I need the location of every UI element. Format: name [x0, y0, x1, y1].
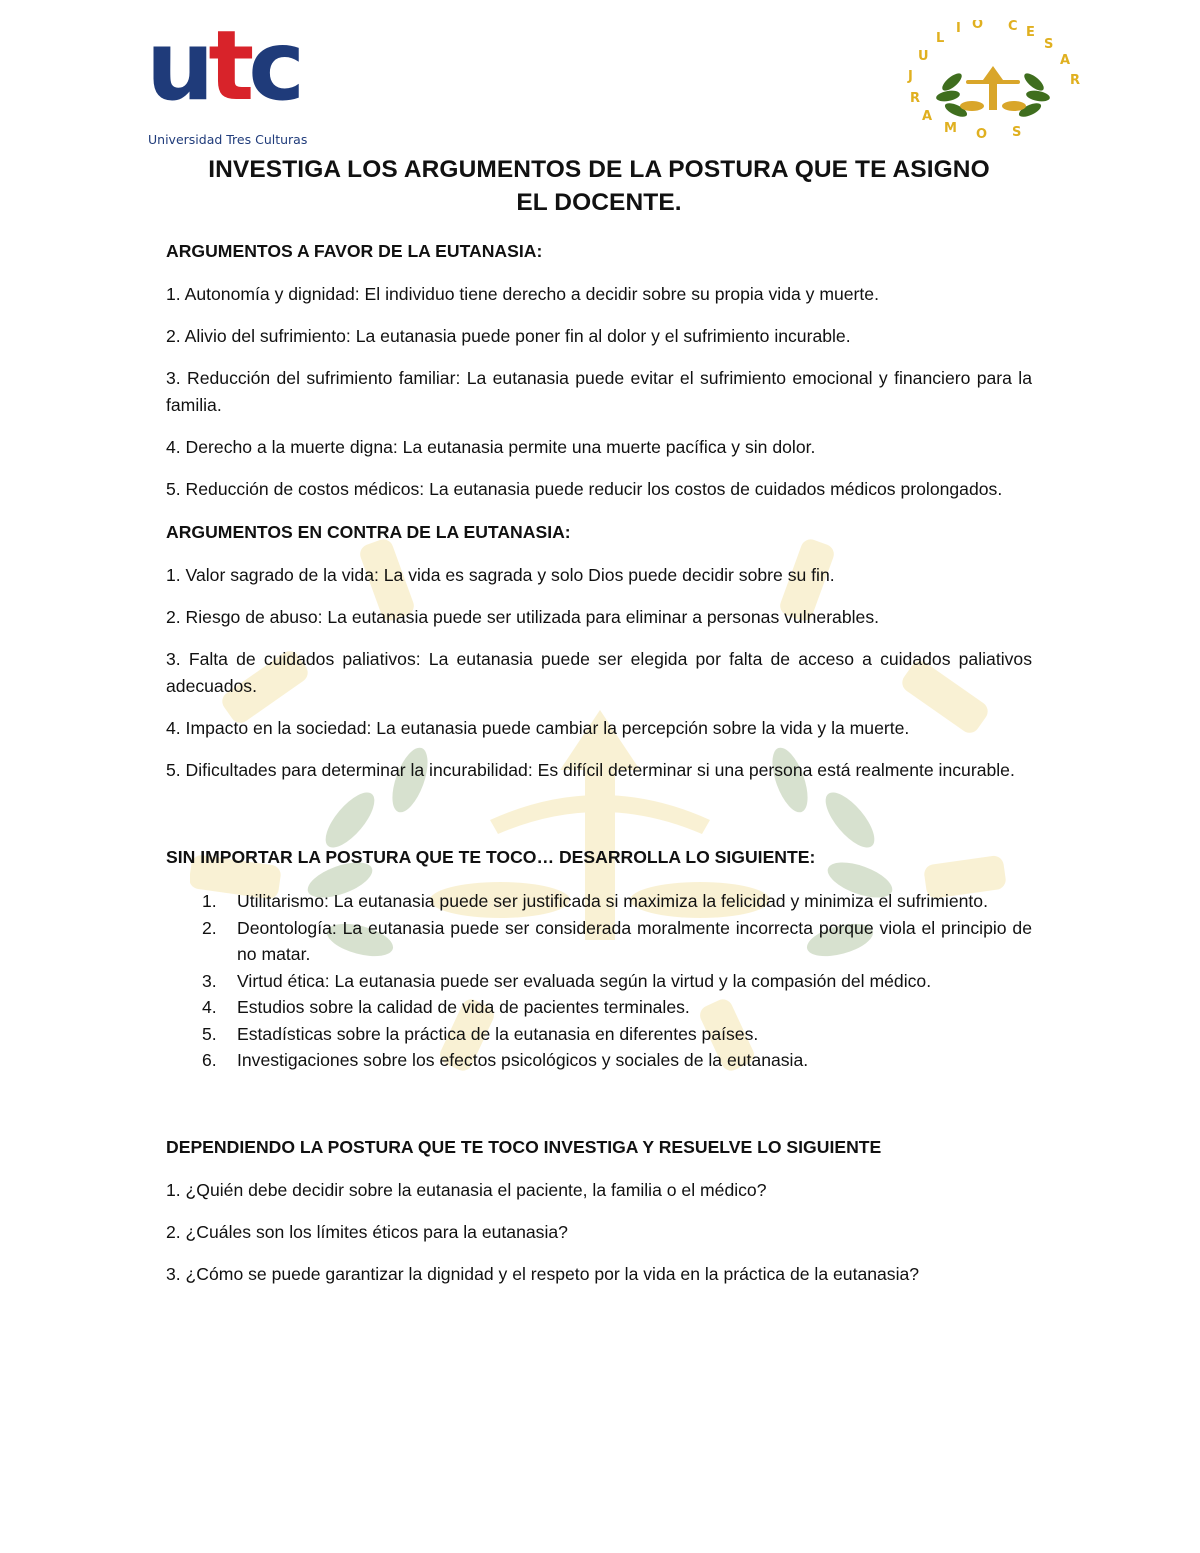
contra-item: 1. Valor sagrado de la vida: La vida es sagrada y solo Dios puede decidir sobre su fin. — [166, 565, 835, 585]
document-body — [166, 150, 1032, 1288]
svg-text:O: O — [972, 20, 984, 32]
favor-item: 2. Alivio del sufrimiento: La eutanasia puede poner fin al dolor y el sufrimiento incurable. — [166, 326, 851, 346]
svg-text:J: J — [908, 69, 913, 84]
svg-text:R: R — [910, 91, 921, 106]
favor-heading: ARGUMENTOS A FAVOR DE LA EUTANASIA: — [166, 241, 543, 261]
list-item — [166, 915, 1032, 968]
list-item-text: Virtud ética: La eutanasia puede ser evaluada según la virtud y la compasión del médico. — [237, 970, 932, 991]
seal-logo-icon — [900, 20, 1085, 142]
list-item-number: 5. — [202, 1023, 217, 1044]
list-item-text: Investigaciones sobre los efectos psicológicos y sociales de la eutanasia. — [237, 1050, 809, 1070]
list-item-number: 1. — [202, 891, 217, 911]
svg-text:I: I — [956, 21, 961, 36]
resuelve-item: 1. ¿Quién debe decidir sobre la eutanasia el paciente, la familia o el médico? — [166, 1179, 767, 1200]
svg-text:E: E — [1026, 25, 1035, 40]
svg-text:O: O — [976, 127, 988, 142]
list-item-number: 6. — [202, 1050, 217, 1070]
svg-text:A: A — [1060, 53, 1071, 68]
resuelve-item: 2. ¿Cuáles son los límites éticos para la eutanasia? — [166, 1221, 568, 1242]
utc-logo-subtitle: Universidad Tres Culturas — [148, 132, 308, 147]
list-item-number: 3. — [202, 970, 217, 991]
favor-item: 4. Derecho a la muerte digna: La eutanasia permite una muerte pacífica y sin dolor. — [166, 437, 816, 457]
favor-item: 3. Reducción del sufrimiento familiar: La eutanasia puede evitar el sufrimiento emocional y financiero para la familia. — [166, 368, 1032, 415]
svg-text:S: S — [1044, 37, 1054, 52]
list-item-text: Estudios sobre la calidad de vida de pacientes terminales. — [237, 997, 690, 1017]
desarrolla-heading: SIN IMPORTAR LA POSTURA QUE TE TOCO… DESARROLLA LO SIGUIENTE: — [166, 847, 816, 867]
list-item-text: Utilitarismo: La eutanasia puede ser justificada si maximiza la felicidad y minimiza el sufrimiento. — [237, 891, 988, 911]
utc-logo — [146, 10, 308, 148]
favor-item: 1. Autonomía y dignidad: El individuo tiene derecho a decidir sobre su propia vida y muerte. — [166, 284, 879, 304]
svg-text:M: M — [944, 121, 957, 136]
svg-text:C: C — [1008, 20, 1018, 34]
svg-text:L: L — [936, 31, 945, 46]
list-item — [166, 1047, 1032, 1074]
utc-logo-letters: utc — [146, 10, 300, 122]
list-item — [166, 968, 1032, 995]
contra-heading: ARGUMENTOS EN CONTRA DE LA EUTANASIA: — [166, 522, 571, 542]
list-item — [166, 888, 1032, 915]
contra-item: 3. Falta de cuidados paliativos: La eutanasia puede ser elegida por falta de acceso a cuidados paliativos adecuados. — [166, 649, 1032, 696]
svg-text:A: A — [922, 109, 933, 124]
svg-text:R: R — [1070, 73, 1081, 88]
list-item — [166, 1021, 1032, 1048]
page-title: INVESTIGA LOS ARGUMENTOS DE LA POSTURA QUE TE ASIGNO EL DOCENTE. — [208, 156, 990, 216]
desarrolla-list — [166, 888, 1032, 1074]
svg-text:U: U — [918, 49, 929, 64]
list-item-text: Estadísticas sobre la práctica de la eutanasia en diferentes países. — [237, 1023, 759, 1044]
list-item-number: 4. — [202, 997, 217, 1017]
resuelve-heading: DEPENDIENDO LA POSTURA QUE TE TOCO INVESTIGA Y RESUELVE LO SIGUIENTE — [166, 1136, 882, 1157]
contra-item: 4. Impacto en la sociedad: La eutanasia puede cambiar la percepción sobre la vida y la muerte. — [166, 718, 910, 738]
list-item-text: Deontología: La eutanasia puede ser considerada moralmente incorrecta porque viola el principio de no matar. — [237, 917, 1032, 964]
list-item-number: 2. — [202, 917, 217, 938]
svg-text:S: S — [1012, 125, 1022, 140]
list-item — [166, 994, 1032, 1021]
contra-item: 5. Dificultades para determinar la incurabilidad: Es difícil determinar si una persona está realmente incurable. — [166, 760, 1015, 780]
contra-item: 2. Riesgo de abuso: La eutanasia puede ser utilizada para eliminar a personas vulnerables. — [166, 607, 880, 627]
favor-item: 5. Reducción de costos médicos: La eutanasia puede reducir los costos de cuidados médicos prolongados. — [166, 479, 1003, 499]
resuelve-item: 3. ¿Cómo se puede garantizar la dignidad y el respeto por la vida en la práctica de la eutanasia? — [166, 1263, 920, 1284]
